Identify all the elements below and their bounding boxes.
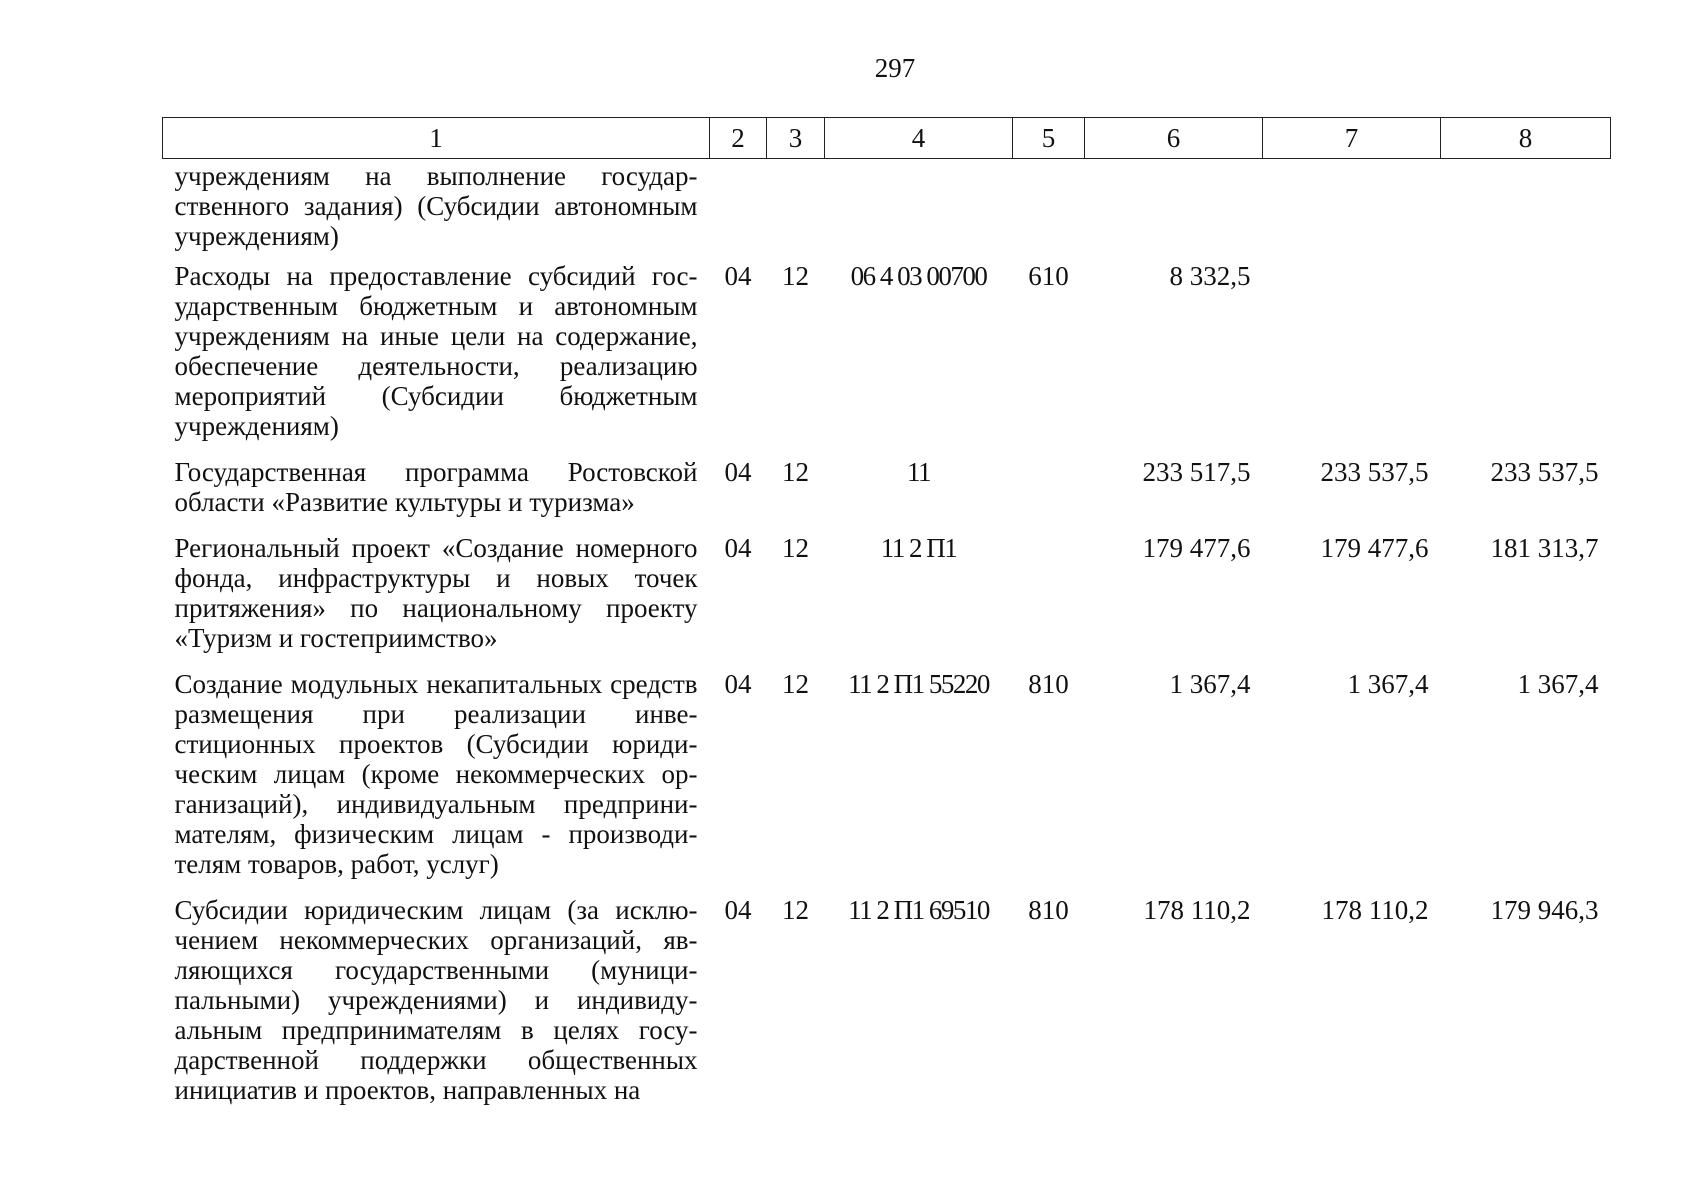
cell-amount-col7 (1263, 251, 1441, 447)
cell-amount-col8: 181 313,7 (1490, 533, 1599, 563)
cell-target-code: 11 2 П1 55220 (848, 669, 989, 699)
cell-target-code: 06 4 03 00700 (850, 261, 987, 291)
table-row (163, 523, 1611, 659)
cell-section: 04 (724, 669, 752, 699)
table-header (163, 118, 1611, 159)
cell-amount-col8 (1441, 159, 1611, 252)
cell-section (710, 159, 767, 252)
table-row (163, 447, 1611, 523)
table-row (163, 251, 1611, 447)
header-col-6: 6 (1085, 118, 1263, 159)
cell-expense-type (1013, 523, 1085, 659)
cell-amount-col6: 1 367,4 (1169, 669, 1251, 699)
table-row (163, 159, 1611, 252)
header-col-1: 1 (163, 118, 710, 159)
cell-expense-type: 610 (1028, 261, 1069, 291)
cell-target-code: 11 (907, 457, 930, 487)
cell-amount-col6 (1085, 159, 1263, 252)
cell-section: 04 (724, 261, 752, 291)
cell-amount-col6: 8 332,5 (1169, 261, 1251, 291)
table-body (163, 159, 1611, 1112)
cell-amount-col8: 1 367,4 (1517, 669, 1599, 699)
cell-expense-type: 810 (1028, 895, 1069, 925)
header-col-4: 4 (825, 118, 1013, 159)
cell-target-code (825, 159, 1013, 252)
row-description: учреждениям на выполнение государственного задания) (Субсидии автономным учреждениям) (174, 161, 698, 251)
cell-amount-col6: 179 477,6 (1142, 533, 1251, 563)
cell-amount-col6: 178 110,2 (1143, 895, 1251, 925)
budget-table (162, 117, 1611, 1111)
cell-subsection: 12 (782, 669, 809, 699)
cell-amount-col8: 179 946,3 (1490, 895, 1599, 925)
cell-amount-col7: 233 537,5 (1320, 457, 1429, 487)
row-description: Субсидии юридическим лицам (за исключением некоммерческих организаций, являющихся государственными (муниципальными) учреждениями) и индивидуальным предпринимателям в целях государственной поддержки общественных инициатив и проектов, направленных на (174, 895, 698, 1105)
cell-target-code: 11 2 П1 69510 (848, 895, 989, 925)
cell-subsection: 12 (782, 533, 809, 563)
cell-subsection: 12 (782, 457, 809, 487)
cell-subsection: 12 (782, 895, 809, 925)
cell-amount-col7: 179 477,6 (1320, 533, 1429, 563)
row-description: Расходы на предоставление субсидий государственным бюджетным и автономным учреждениям на иные цели на содержание, обеспечение деятельности, реализацию мероприятий (Субсидии бюджетным учреждениям) (174, 261, 698, 441)
cell-subsection: 12 (782, 261, 809, 291)
row-description: Создание модульных некапитальных средств размещения при реализации инвестиционных проектов (Субсидии юридическим лицам (кроме некоммерческих организаций), индивидуальным предпринимателям, физическим лицам - производителям товаров, работ, услуг) (174, 669, 698, 879)
cell-section: 04 (724, 533, 752, 563)
header-col-7: 7 (1263, 118, 1441, 159)
cell-amount-col7: 178 110,2 (1321, 895, 1429, 925)
cell-amount-col7 (1263, 159, 1441, 252)
cell-section: 04 (724, 457, 752, 487)
cell-expense-type: 810 (1028, 669, 1069, 699)
cell-target-code: 11 2 П1 (880, 533, 957, 563)
page-number: 297 (874, 53, 916, 83)
row-description: Региональный проект «Создание номерного фонда, инфраструктуры и новых точек притяжения» по национальному проекту «Туризм и гостеприимство» (174, 533, 698, 653)
header-col-5: 5 (1013, 118, 1085, 159)
cell-expense-type (1013, 447, 1085, 523)
row-description: Государственная программа Ростовской области «Развитие культуры и туризма» (174, 457, 698, 517)
header-col-8: 8 (1441, 118, 1611, 159)
cell-amount-col8: 233 537,5 (1490, 457, 1599, 487)
cell-section: 04 (724, 895, 752, 925)
cell-amount-col6: 233 517,5 (1142, 457, 1251, 487)
table-row (163, 659, 1611, 885)
cell-amount-col7: 1 367,4 (1347, 669, 1429, 699)
table-row (163, 885, 1611, 1111)
cell-expense-type (1013, 159, 1085, 252)
cell-amount-col8 (1441, 251, 1611, 447)
header-row (163, 118, 1611, 159)
header-col-2: 2 (710, 118, 767, 159)
header-col-3: 3 (767, 118, 825, 159)
cell-subsection (767, 159, 825, 252)
